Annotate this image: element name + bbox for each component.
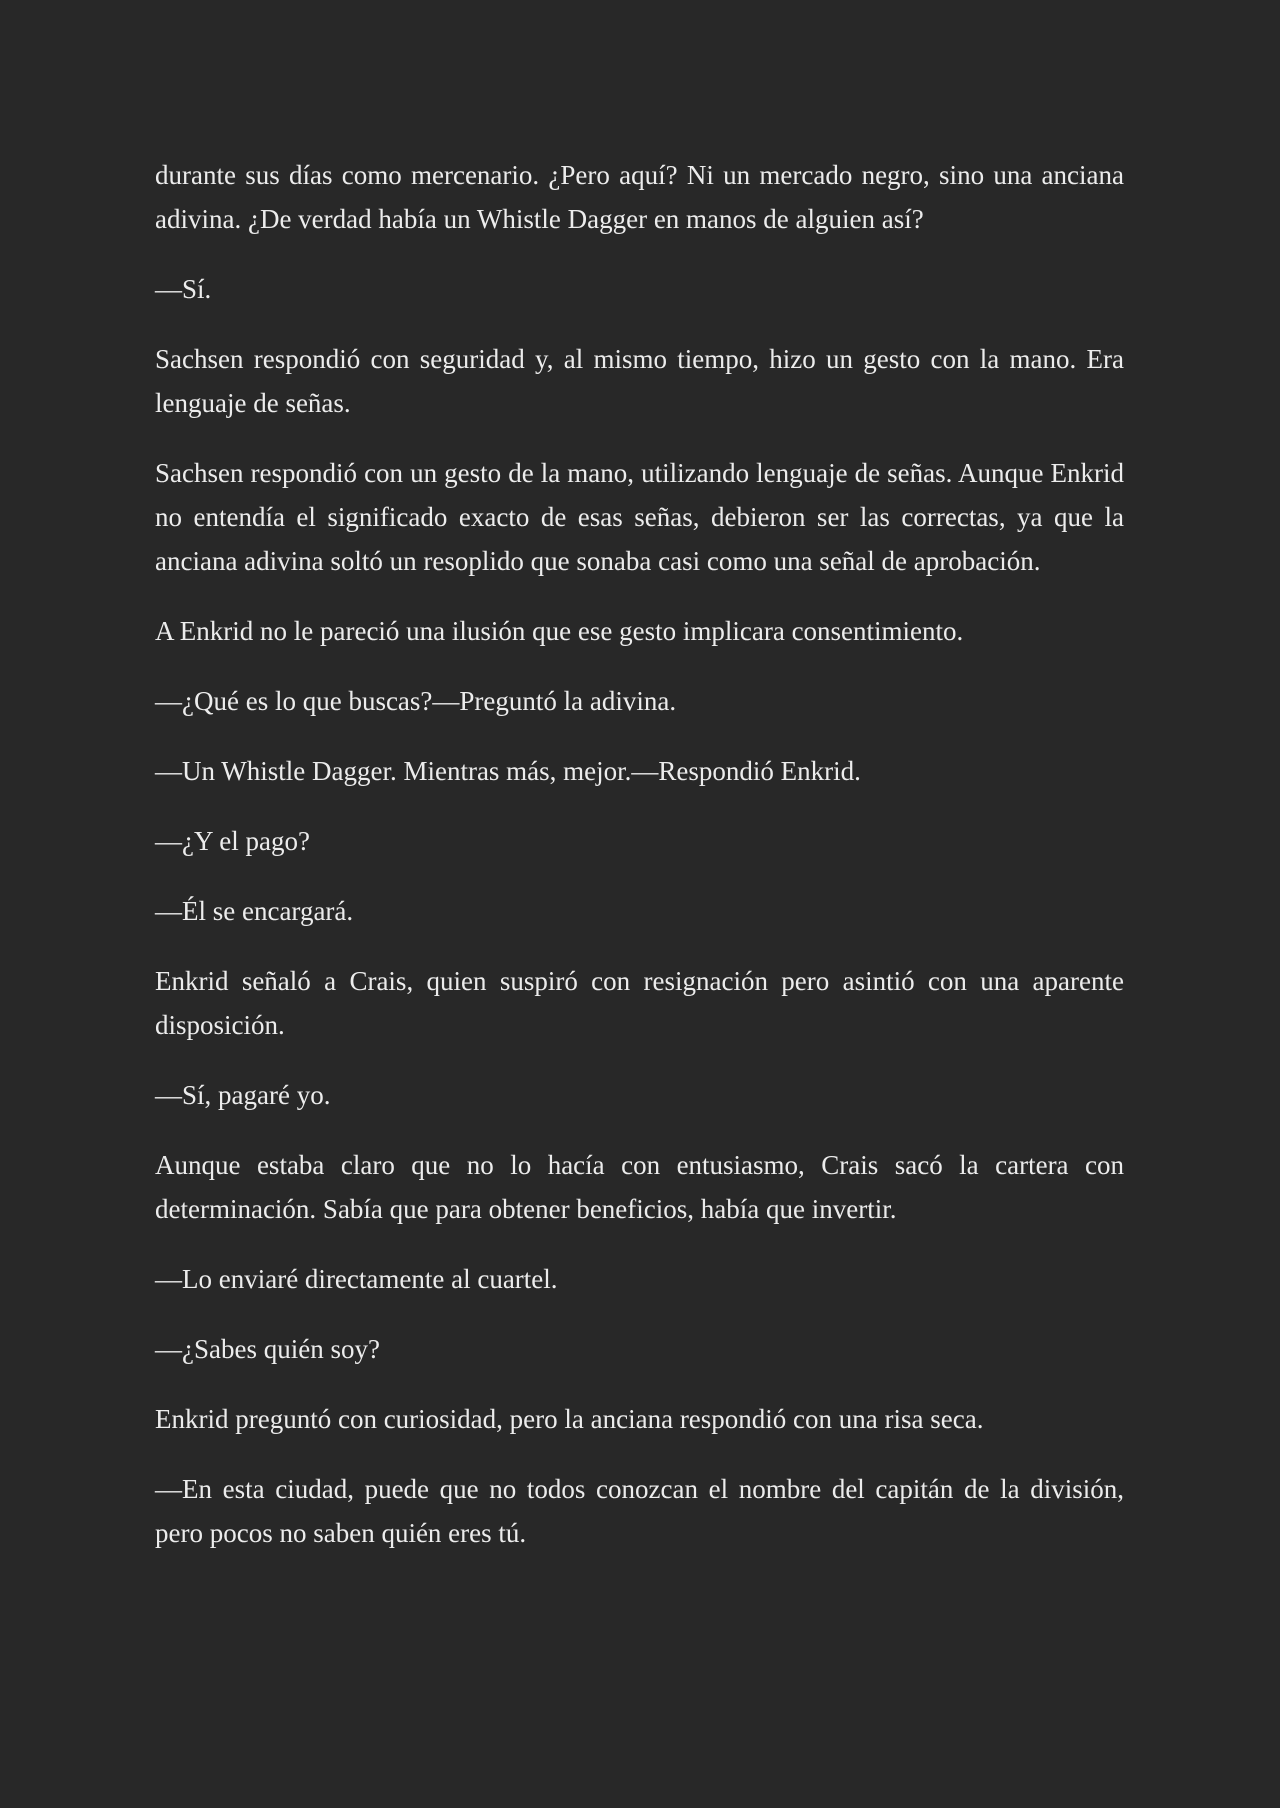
paragraph: durante sus días como mercenario. ¿Pero aquí? Ni un mercado negro, sino una anciana adivina. ¿De verdad había un Whistle Dagger en manos de alguien así? [155, 160, 1124, 234]
paragraph: —Un Whistle Dagger. Mientras más, mejor.—Respondió Enkrid. [155, 756, 861, 786]
paragraph: —Sí, pagaré yo. [155, 1080, 331, 1110]
paragraph: Enkrid preguntó con curiosidad, pero la anciana respondió con una risa seca. [155, 1404, 984, 1434]
paragraph: Aunque estaba claro que no lo hacía con entusiasmo, Crais sacó la cartera con determinación. Sabía que para obtener beneficios, había que invertir. [155, 1150, 1124, 1224]
paragraph: A Enkrid no le pareció una ilusión que ese gesto implicara consentimiento. [155, 616, 964, 646]
paragraph: —Sí. [155, 274, 212, 304]
paragraph: —¿Sabes quién soy? [155, 1334, 380, 1364]
paragraph: Sachsen respondió con un gesto de la mano, utilizando lenguaje de señas. Aunque Enkrid no entendía el significado exacto de esas señas, debieron ser las correctas, ya que la anciana adivina soltó un resoplido que sonaba casi como una señal de aprobación. [155, 458, 1124, 576]
paragraph: —Él se encargará. [155, 896, 354, 926]
paragraph: —¿Y el pago? [155, 826, 310, 856]
paragraph: —¿Qué es lo que buscas?—Preguntó la adivina. [155, 686, 677, 716]
chapter-text [155, 153, 1124, 1555]
paragraph: Sachsen respondió con seguridad y, al mismo tiempo, hizo un gesto con la mano. Era lenguaje de señas. [155, 344, 1124, 418]
paragraph: —Lo enviaré directamente al cuartel. [155, 1264, 558, 1294]
paragraph: —En esta ciudad, puede que no todos conozcan el nombre del capitán de la división, pero pocos no saben quién eres tú. [155, 1474, 1124, 1548]
paragraph: Enkrid señaló a Crais, quien suspiró con resignación pero asintió con una aparente disposición. [155, 966, 1124, 1040]
